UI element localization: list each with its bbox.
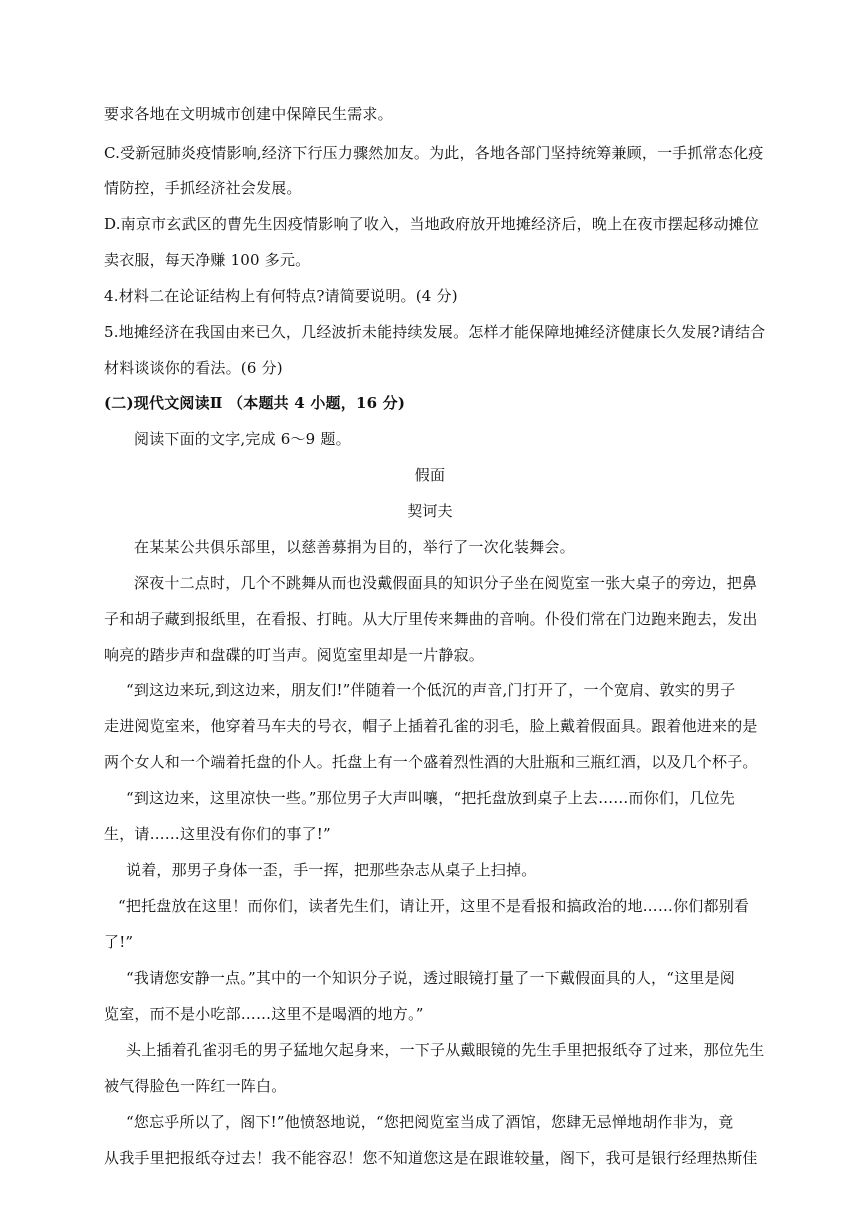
section-heading: (二)现代文阅读Ⅱ （本题共 4 小题，16 分) [104,394,406,412]
paragraph-line: “到这边来，这里凉快一些。”那位男子大声叫嚷，“把托盘放到桌子上去……而你们，几位先 [126,789,735,807]
story-title: 假面 [414,466,446,484]
paragraph-line: 说着，那男子身体一歪，手一挥，把那些杂志从桌子上扫掉。 [126,861,537,879]
option-c-line-1: C.受新冠肺炎疫情影响,经济下行压力骤然加友。为此，各地各部门坚持统筹兼顾，一手抓常态化疫 [104,144,764,162]
option-c-line-2: 情防控，手抓经济社会发展。 [104,179,302,197]
paragraph-line: 在某某公共俱乐部里，以慈善募捐为目的，举行了一次化装舞会。 [134,538,575,556]
paragraph-line: “您忘乎所以了，阁下!”他愤怒地说，“您把阅览室当成了酒馆，您肆无忌惮地胡作非为，竟 [126,1113,734,1131]
question-4: 4.材料二在论证结构上有何特点?请简要说明。(4 分) [104,287,458,305]
option-d-line-2: 卖衣服，每天净赚 100 多元。 [104,251,311,269]
paragraph-line: 子和胡子藏到报纸里，在看报、打盹。从大厅里传来舞曲的音响。仆役们常在门边跑来跑去，发出 [104,610,758,628]
paragraph-line: 两个女人和一个端着托盘的仆人。托盘上有一个盛着烈性酒的大肚瓶和三瓶红酒，以及几个杯子。 [104,753,758,771]
paragraph-line: 走进阅览室来，他穿着马车夫的号衣，帽子上插着孔雀的羽毛，脸上戴着假面具。跟着他进来的是 [104,717,758,735]
question-5-line-2: 材料谈谈你的看法。(6 分) [104,359,283,377]
paragraph-line: 被气得脸色一阵红一阵白。 [104,1077,287,1095]
paragraph-line: “我请您安静一点。”其中的一个知识分子说，透过眼镜打量了一下戴假面具的人，“这里是阅 [126,969,735,987]
paragraph-line: 了!” [104,933,134,951]
paragraph-line: 头上插着孔雀羽毛的男子猛地欠起身来，一下子从戴眼镜的先生手里把报纸夺了过来，那位先生 [126,1041,765,1059]
paragraph-line: 生，请……这里没有你们的事了!” [104,825,331,843]
story-author: 契诃夫 [407,502,453,520]
question-5-line-1: 5.地摊经济在我国由来已久，几经波折未能持续发展。怎样才能保障地摊经济健康长久发展?请结合 [104,323,766,341]
paragraph-line: 响亮的踏步声和盘碟的叮当声。阅览室里却是一片静寂。 [104,646,485,664]
paragraph-line: 览室，而不是小吃部……这里不是喝酒的地方。” [104,1005,424,1023]
paragraph-line: 从我手里把报纸夺过去！我不能容忍！您不知道您这是在跟谁较量，阁下，我可是银行经理热斯佳 [104,1149,758,1167]
paragraph-line: 深夜十二点时，几个不跳舞从而也没戴假面具的知识分子坐在阅览室一张大桌子的旁边，把鼻 [134,574,758,592]
option-d-line-1: D.南京市玄武区的曹先生因疫情影响了收入，当地政府放开地摊经济后，晚上在夜市摆起移动摊位 [104,215,760,233]
paragraph-line: “到这边来玩,到这边来，朋友们!”伴随着一个低沉的声音,门打开了，一个宽肩、敦实的男子 [126,681,736,699]
text-line: 要求各地在文明城市创建中保障民生需求。 [104,105,393,123]
paragraph-line: “把托盘放在这里！而你们，读者先生们，请让开，这里不是看报和搞政治的地……你们都别看 [118,897,750,915]
reading-instruction: 阅读下面的文字,完成 6～9 题。 [134,430,351,448]
